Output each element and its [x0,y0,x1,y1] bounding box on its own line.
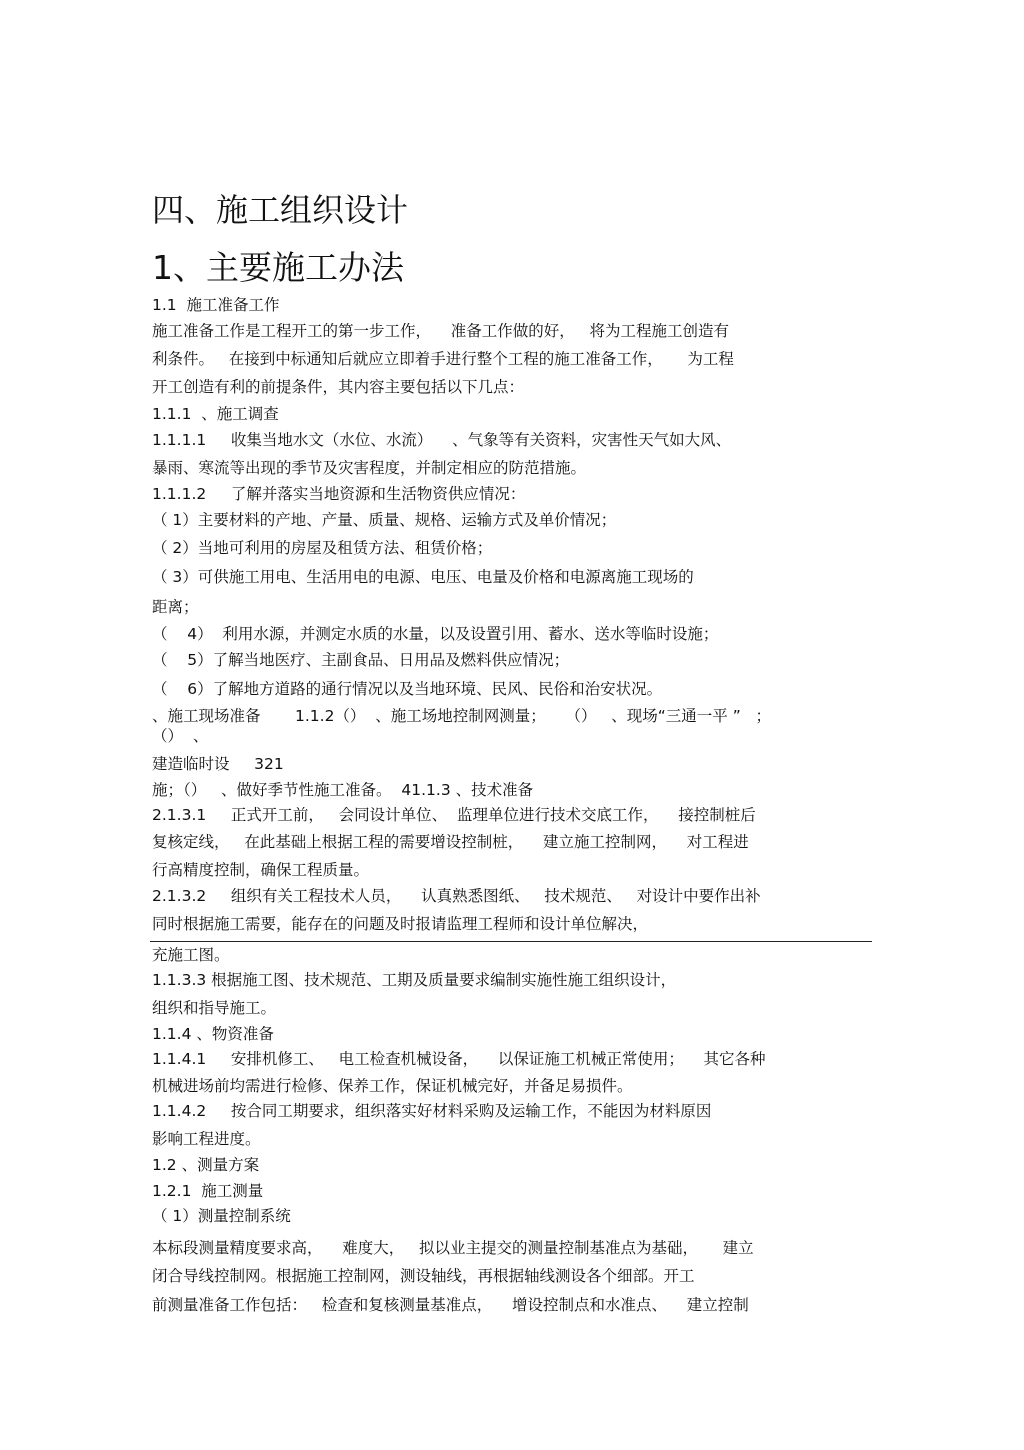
text-line: 本标段测量精度要求高， 难度大， 拟以业主提交的测量控制基准点为基础， 建立 [152,1239,754,1257]
text-line: 1.1.4.2 按合同工期要求，组织落实好材料采购及运输工作，不能因为材料原因 [152,1102,712,1120]
text-line: 施；（） 、做好季节性施工准备。 41.1.3 、技术准备 [152,781,534,799]
text-line: 充施工图。 [152,946,230,964]
text-line: （ 1）测量控制系统 [152,1207,291,1225]
text-line: 建造临时设 321 [152,755,284,773]
text-line: 1.1.3.3 根据施工图、技术规范、工期及质量要求编制实施性施工组织设计， [152,971,677,989]
text-line: （） 、 [152,727,209,745]
text-line: 2.1.3.2 组织有关工程技术人员， 认真熟悉图纸、 技术规范、 对设计中要作出补 [152,887,761,905]
horizontal-rule [150,941,872,942]
text-line: 影响工程进度。 [152,1130,261,1148]
text-line: 行高精度控制，确保工程质量。 [152,861,370,879]
text-line: 1.1.1 、施工调查 [152,405,279,423]
text-line: 1.1 施工准备工作 [152,296,280,314]
text-line: 1.2 、测量方案 [152,1156,260,1174]
subsection-heading: 1、主要施工办法 [152,248,404,287]
text-line: （ 2）当地可利用的房屋及租赁方法、租赁价格； [152,539,493,557]
text-line: 1.2.1 施工测量 [152,1182,264,1200]
text-line: 闭合导线控制网。根据施工控制网，测设轴线，再根据轴线测设各个细部。开工 [152,1267,695,1285]
text-line: 、施工现场准备 1.1.2（） 、施工场地控制网测量； （） 、现场“三通一平 ” ； [152,707,772,725]
text-line: 1.1.4.1 安排机修工、 电工检查机械设备， 以保证施工机械正常使用； 其它各种 [152,1050,766,1068]
text-line: （ 6）了解地方道路的通行情况以及当地环境、民风、民俗和治安状况。 [152,680,663,698]
text-line: 2.1.3.1 正式开工前， 会同设计单位、 监理单位进行技术交底工作， 接控制桩后 [152,806,756,824]
text-line: 施工准备工作是工程开工的第一步工作， 准备工作做的好， 将为工程施工创造有 [152,322,729,340]
text-line: 1.1.1.1 收集当地水文（水位、水流） 、气象等有关资料，灾害性天气如大风、 [152,431,732,449]
text-line: 1.1.4 、物资准备 [152,1025,274,1043]
text-line: （ 1）主要材料的产地、产量、质量、规格、运输方式及单价情况； [152,511,617,529]
text-line: 机械进场前均需进行检修、保养工作，保证机械完好，并备足易损件。 [152,1077,633,1095]
text-line: 距离； [152,598,199,616]
text-line: （ 3）可供施工用电、生活用电的电源、电压、电量及价格和电源离施工现场的 [152,568,694,586]
text-line: 开工创造有利的前提条件，其内容主要包括以下几点： [152,378,525,396]
text-line: 复核定线， 在此基础上根据工程的需要增设控制桩， 建立施工控制网， 对工程进 [152,833,749,851]
text-line: 同时根据施工需要，能存在的问题及时报请监理工程师和设计单位解决， [152,915,649,933]
text-line: 暴雨、寒流等出现的季节及灾害程度，并制定相应的防范措施。 [152,459,587,477]
text-line: 利条件。 在接到中标通知后就应立即着手进行整个工程的施工准备工作， 为工程 [152,350,734,368]
text-line: 前测量准备工作包括： 检查和复核测量基准点， 增设控制点和水准点、 建立控制 [152,1296,749,1314]
text-line: 1.1.1.2 了解并落实当地资源和生活物资供应情况： [152,485,526,503]
text-line: 组织和指导施工。 [152,999,277,1017]
text-line: （ 5）了解当地医疗、主副食品、日用品及燃料供应情况； [152,651,570,669]
section-heading: 四、施工组织设计 [152,191,409,229]
text-line: （ 4） 利用水源，并测定水质的水量，以及设置引用、蓄水、送水等临时设施； [152,625,719,643]
